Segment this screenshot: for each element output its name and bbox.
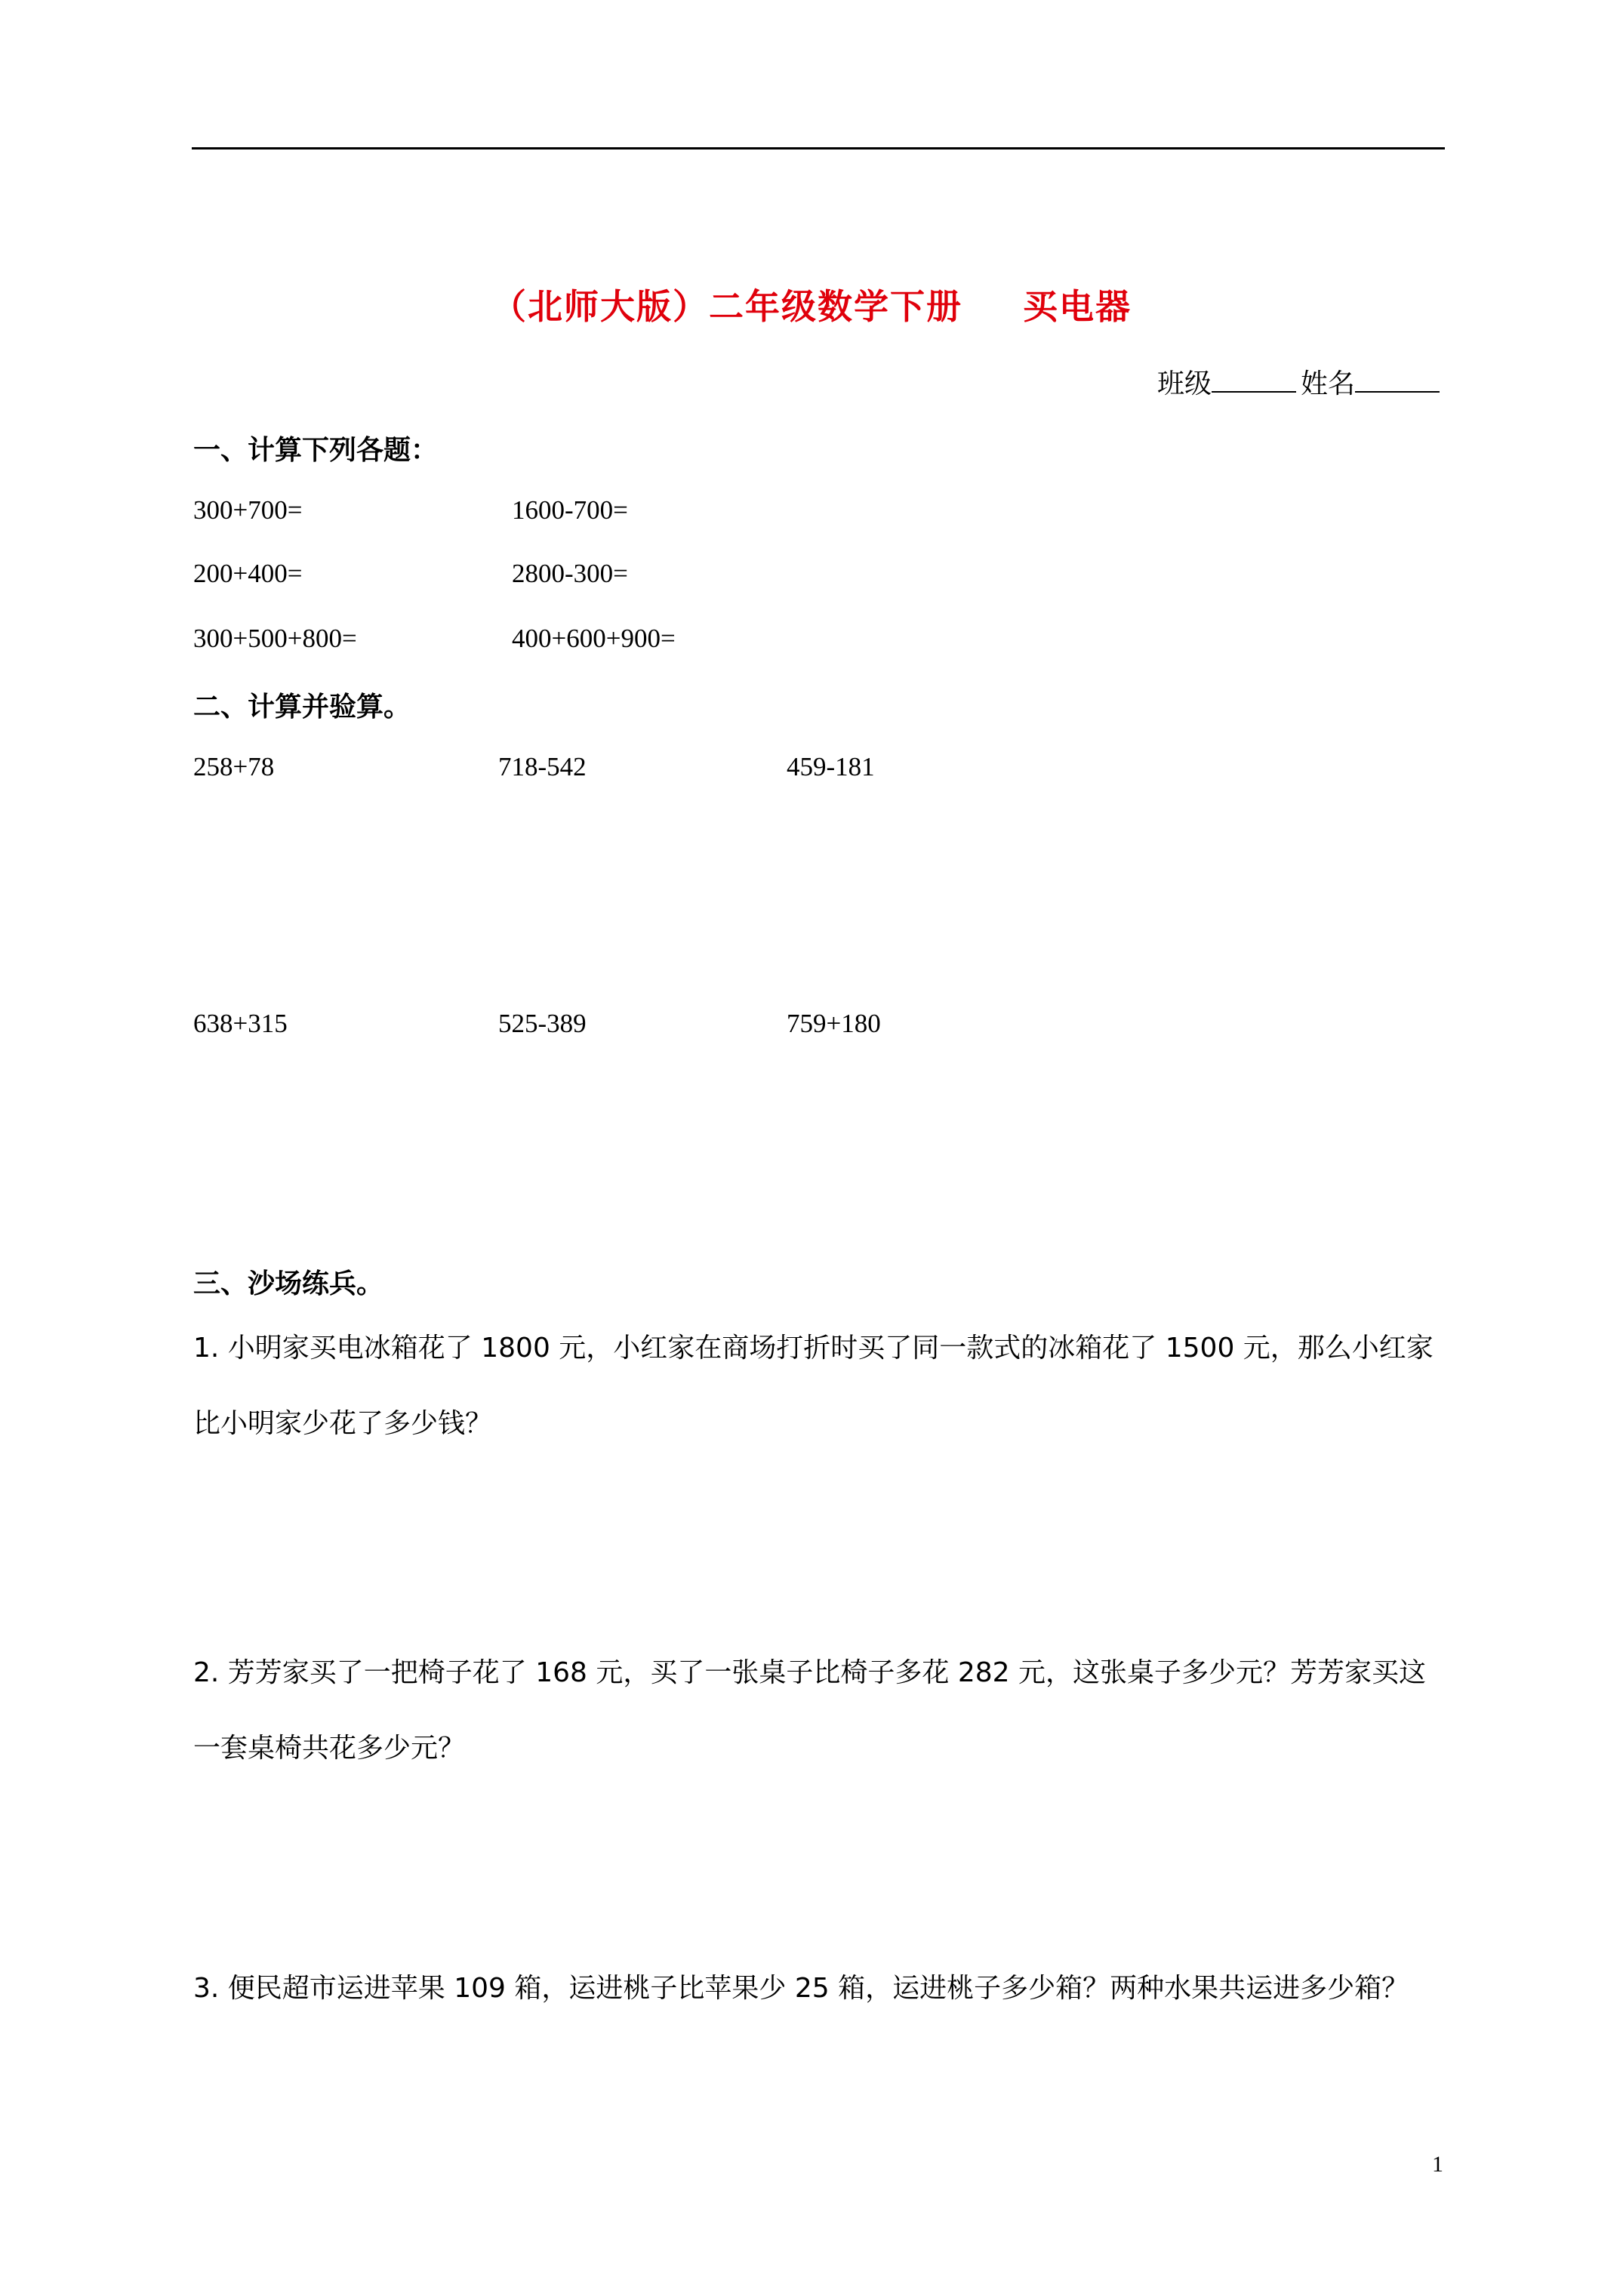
calc-item: 300+500+800=	[193, 624, 357, 653]
page-number: 1	[1432, 2152, 1443, 2177]
verify-item: 718-542	[498, 752, 587, 781]
name-blank[interactable]	[1355, 368, 1440, 393]
calc-item: 200+400=	[193, 559, 303, 588]
word-problem-1: 1. 小明家买电冰箱花了 1800 元，小红家在商场打折时买了同一款式的冰箱花了 1500 元，那么小红家比小明家少花了多少钱？	[193, 1333, 1434, 1439]
section1-heading: 一、计算下列各题：	[193, 435, 439, 466]
verify-item: 638+315	[193, 1009, 288, 1038]
verify-item: 258+78	[193, 752, 275, 781]
word-problem-2: 2. 芳芳家买了一把椅子花了 168 元，买了一张桌子比椅子多花 282 元，这张桌子多少元？芳芳家买这一套桌椅共花多少元？	[193, 1657, 1426, 1764]
header-rule	[192, 147, 1445, 149]
section2-heading: 二、计算并验算。	[193, 692, 411, 723]
title-main: （北师大版）二年级数学下册	[491, 286, 962, 327]
word-problem-3: 3. 便民超市运进苹果 109 箱，运进桃子比苹果少 25 箱，运进桃子多少箱？两种水果共运进多少箱？	[193, 1973, 1409, 2004]
calc-item: 400+600+900=	[512, 624, 676, 653]
class-blank[interactable]	[1212, 368, 1296, 393]
class-label: 班级	[1156, 368, 1212, 399]
worksheet-title	[0, 279, 1623, 329]
section3-heading: 三、沙场练兵。	[193, 1268, 384, 1299]
calc-item: 2800-300=	[512, 559, 628, 588]
verify-item: 759+180	[787, 1009, 881, 1038]
verify-item: 459-181	[787, 752, 875, 781]
title-topic: 买电器	[1023, 286, 1132, 327]
verify-item: 525-389	[498, 1009, 587, 1038]
calc-item: 1600-700=	[512, 495, 628, 525]
calc-item: 300+700=	[193, 495, 303, 525]
student-info	[1157, 362, 1444, 401]
name-label: 姓名	[1300, 368, 1355, 399]
